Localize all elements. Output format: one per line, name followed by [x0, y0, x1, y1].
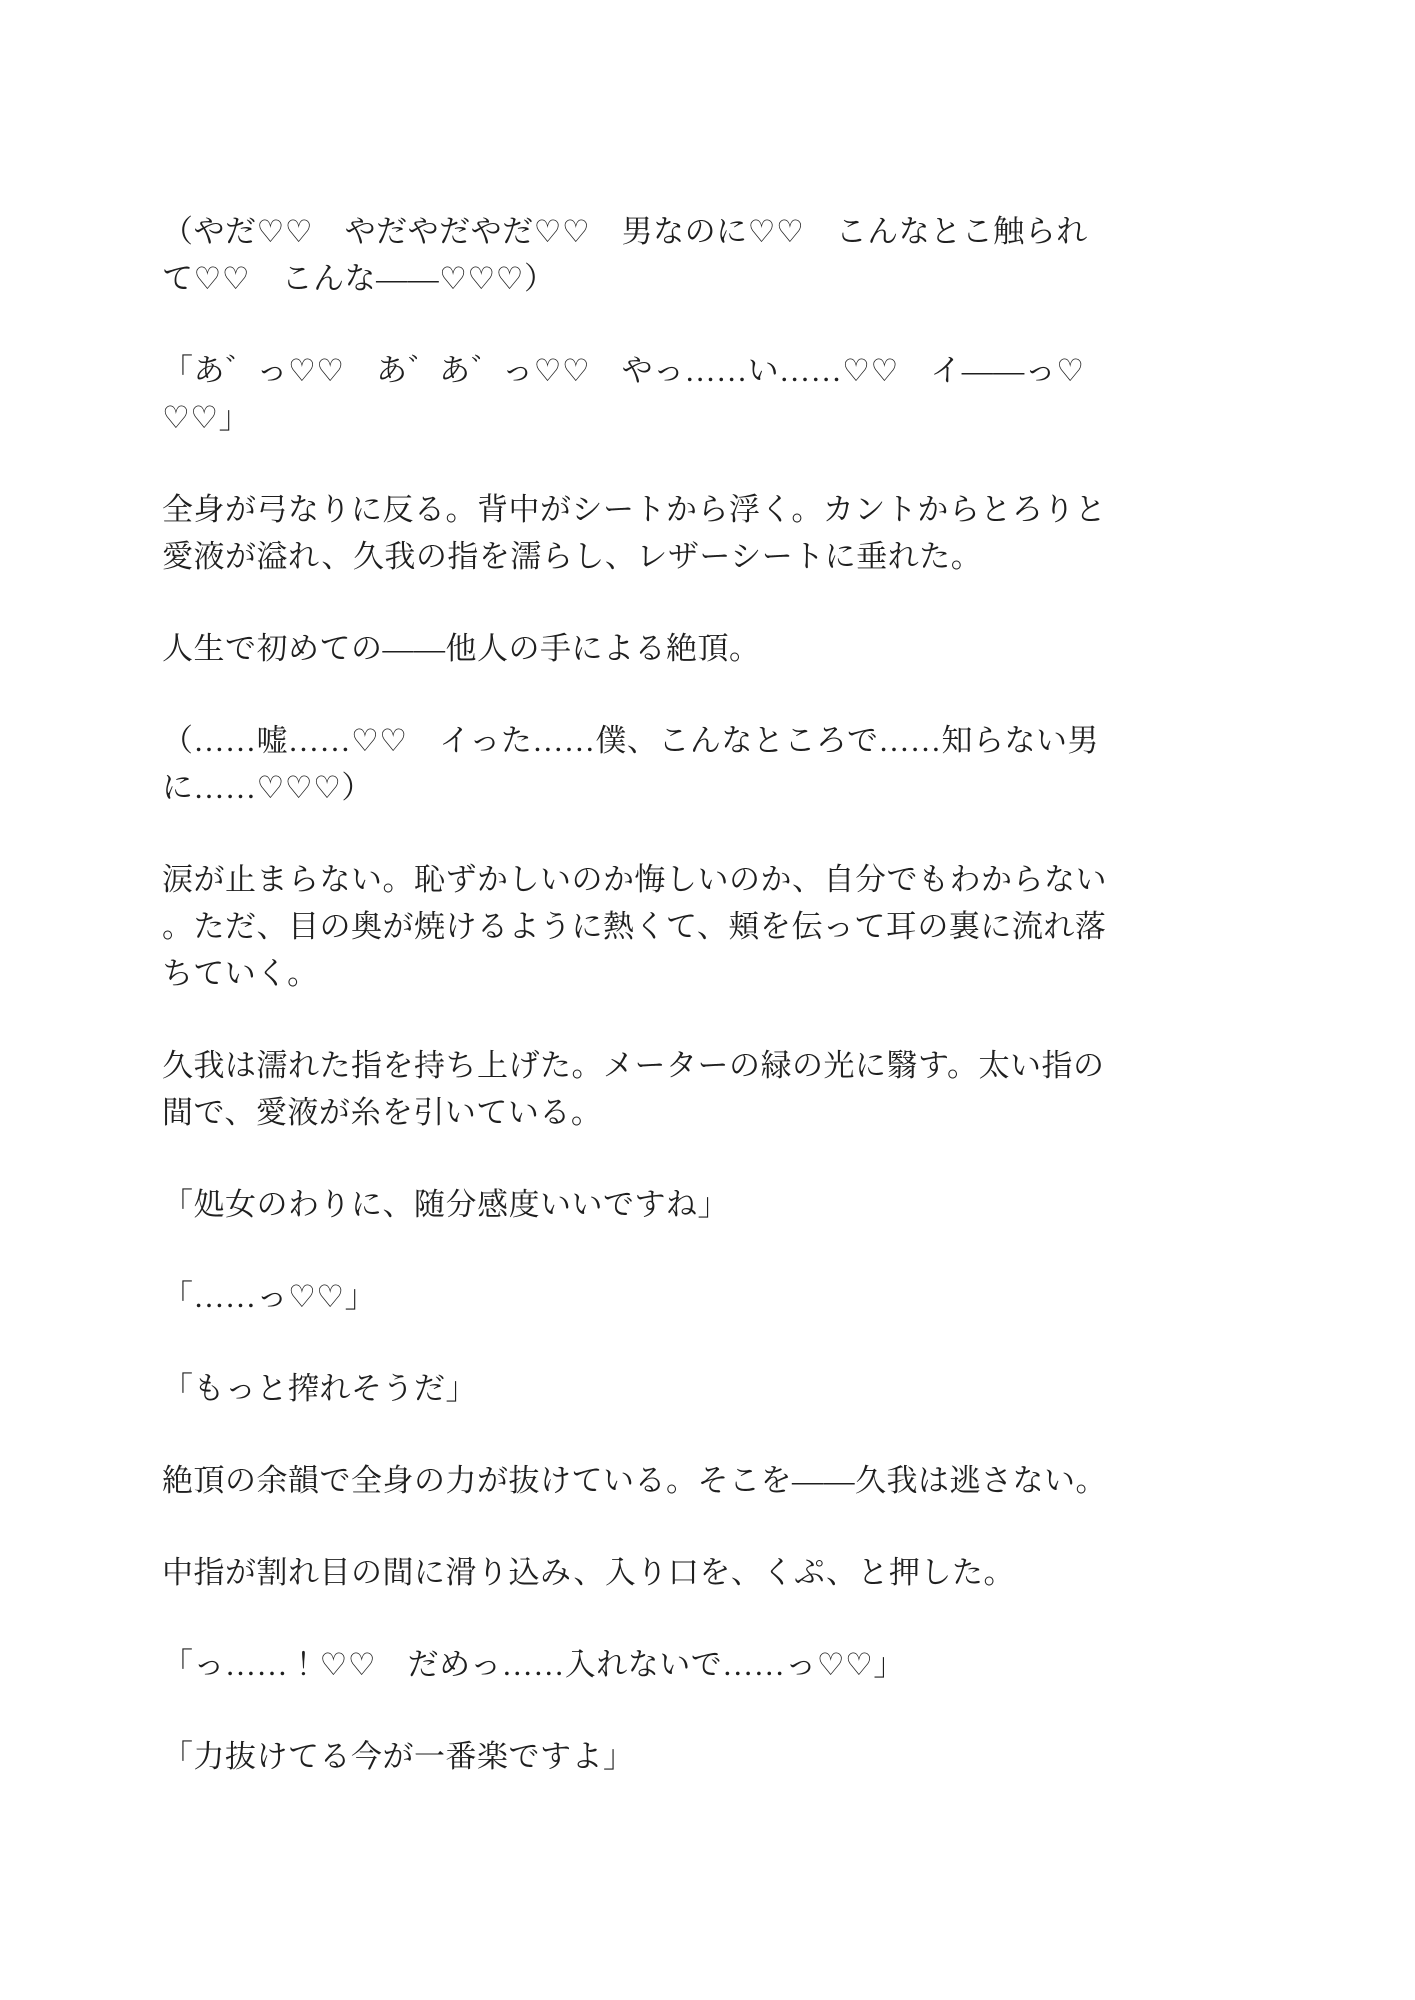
paragraph	[162, 1042, 1275, 1136]
story-text	[162, 208, 1275, 1825]
text-line: 「もっと搾れそうだ」	[162, 1371, 477, 1406]
text-line: 涙が止まらない。恥ずかしいのか悔しいのか、自分でもわからない	[162, 862, 1107, 897]
text-line: （……嘘……♡♡ イった……僕、こんなところで……知らない男	[162, 723, 1100, 758]
paragraph	[162, 625, 1275, 672]
text-line: 久我は濡れた指を持ち上げた。メーターの緑の光に翳す。太い指の	[162, 1048, 1105, 1083]
text-line: 「力抜けてる今が一番楽ですよ」	[162, 1739, 635, 1774]
text-line: 。ただ、目の奥が焼けるように熱くて、頬を伝って耳の裏に流れ落	[162, 909, 1107, 944]
paragraph	[162, 208, 1275, 302]
paragraph	[162, 347, 1275, 441]
text-line: 間で、愛液が糸を引いている。	[162, 1095, 603, 1130]
paragraph	[162, 1641, 1275, 1688]
paragraph	[162, 1365, 1275, 1412]
text-line: 「あ゛っ♡♡ あ゛あ゛っ♡♡ やっ……い……♡♡ イ——っ♡	[162, 353, 1085, 388]
text-line: 愛液が溢れ、久我の指を濡らし、レザーシートに垂れた。	[162, 539, 983, 574]
paragraph	[162, 1457, 1275, 1504]
paragraph	[162, 486, 1275, 580]
text-line: 人生で初めての——他人の手による絶頂。	[162, 631, 761, 666]
paragraph	[162, 1549, 1275, 1596]
paragraph	[162, 1181, 1275, 1228]
text-line: 全身が弓なりに反る。背中がシートから浮く。カントからとろりと	[162, 492, 1107, 527]
text-line: 絶頂の余韻で全身の力が抜けている。そこを——久我は逃さない。	[162, 1463, 1107, 1498]
text-line: （やだ♡♡ やだやだやだ♡♡ 男なのに♡♡ こんなとこ触られ	[162, 214, 1088, 249]
text-line: に……♡♡♡）	[162, 770, 373, 805]
text-line: 「……っ♡♡」	[162, 1279, 377, 1314]
text-line: ちていく。	[162, 956, 319, 991]
text-line: ♡♡」	[162, 400, 251, 435]
text-line: 「っ……！♡♡ だめっ……入れないで……っ♡♡」	[162, 1647, 905, 1682]
text-line: 中指が割れ目の間に滑り込み、入り口を、くぷ、と押した。	[162, 1555, 1015, 1590]
paragraph	[162, 717, 1275, 811]
text-line: て♡♡ こんな——♡♡♡）	[162, 261, 556, 296]
text-line: 「処女のわりに、随分感度いいですね」	[162, 1187, 729, 1222]
paragraph	[162, 856, 1275, 997]
paragraph	[162, 1273, 1275, 1320]
paragraph	[162, 1733, 1275, 1780]
